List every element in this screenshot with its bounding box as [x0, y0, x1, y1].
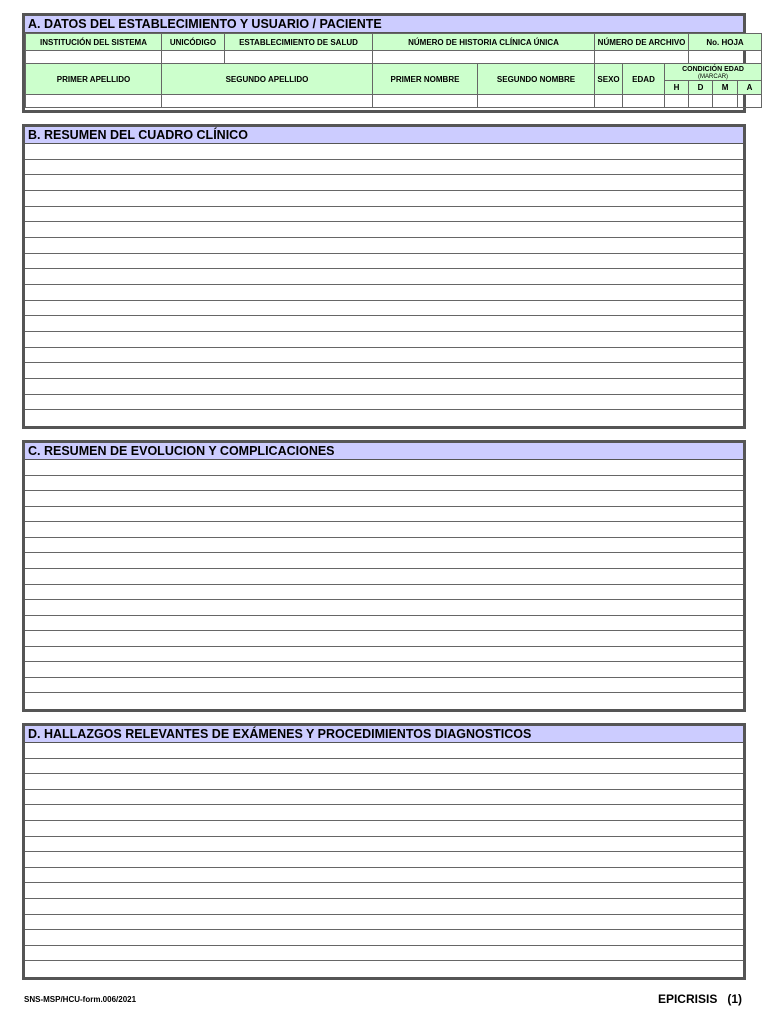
writing-line[interactable]	[25, 961, 743, 977]
writing-line[interactable]	[25, 379, 743, 395]
header-institucion: INSTITUCIÓN DEL SISTEMA	[26, 34, 162, 51]
condicion-edad-title: CONDICIÓN EDAD	[682, 66, 744, 73]
section-d-lines[interactable]	[25, 743, 743, 977]
writing-line[interactable]	[25, 743, 743, 759]
form-name: EPICRISIS (1)	[657, 992, 742, 1006]
field-edad[interactable]	[623, 95, 665, 108]
writing-line[interactable]	[25, 269, 743, 285]
writing-line[interactable]	[25, 852, 743, 868]
section-a-patient-data	[22, 13, 753, 113]
writing-line[interactable]	[25, 476, 743, 492]
writing-line[interactable]	[25, 946, 743, 962]
writing-line[interactable]	[25, 363, 743, 379]
field-no-hoja[interactable]	[689, 51, 762, 64]
writing-line[interactable]	[25, 631, 743, 647]
writing-line[interactable]	[25, 522, 743, 538]
field-segundo-nombre[interactable]	[478, 95, 595, 108]
writing-line[interactable]	[25, 553, 743, 569]
writing-line[interactable]	[25, 647, 743, 663]
writing-line[interactable]	[25, 805, 743, 821]
writing-line[interactable]	[25, 301, 743, 317]
field-condicion-a[interactable]	[738, 95, 762, 108]
header-primer-apellido: PRIMER APELLIDO	[26, 64, 162, 95]
field-numero-archivo[interactable]	[595, 51, 689, 64]
header-historia-clinica: NÚMERO DE HISTORIA CLÍNICA ÚNICA	[373, 34, 595, 51]
writing-line[interactable]	[25, 144, 743, 160]
writing-line[interactable]	[25, 693, 743, 709]
writing-line[interactable]	[25, 837, 743, 853]
writing-line[interactable]	[25, 915, 743, 931]
header-segundo-apellido: SEGUNDO APELLIDO	[162, 64, 373, 95]
writing-line[interactable]	[25, 207, 743, 223]
writing-line[interactable]	[25, 491, 743, 507]
field-institucion[interactable]	[26, 51, 162, 64]
writing-line[interactable]	[25, 759, 743, 775]
writing-line[interactable]	[25, 883, 743, 899]
writing-line[interactable]	[25, 348, 743, 364]
writing-line[interactable]	[25, 254, 743, 270]
writing-line[interactable]	[25, 160, 743, 176]
writing-line[interactable]	[25, 175, 743, 191]
field-sexo[interactable]	[595, 95, 623, 108]
field-establecimiento[interactable]	[225, 51, 373, 64]
field-unicodigo[interactable]	[162, 51, 225, 64]
field-condicion-d[interactable]	[689, 95, 713, 108]
writing-line[interactable]	[25, 460, 743, 476]
field-segundo-apellido[interactable]	[162, 95, 373, 108]
writing-line[interactable]	[25, 238, 743, 254]
section-b-cuadro-clinico	[22, 124, 746, 429]
field-condicion-m[interactable]	[713, 95, 738, 108]
header-unicodigo: UNICÓDIGO	[162, 34, 225, 51]
writing-line[interactable]	[25, 790, 743, 806]
header-condicion-edad	[665, 64, 762, 81]
writing-line[interactable]	[25, 191, 743, 207]
section-c-evolucion	[22, 440, 746, 712]
condicion-option-h: H	[665, 81, 689, 95]
condicion-edad-subtitle: (MARCAR)	[698, 74, 729, 80]
section-c-title: C. RESUMEN DE EVOLUCION Y COMPLICACIONES	[25, 443, 743, 460]
writing-line[interactable]	[25, 316, 743, 332]
writing-line[interactable]	[25, 395, 743, 411]
writing-line[interactable]	[25, 662, 743, 678]
writing-line[interactable]	[25, 868, 743, 884]
section-b-lines[interactable]	[25, 144, 743, 426]
header-no-hoja: No. HOJA	[689, 34, 762, 51]
patient-data-table	[25, 33, 762, 108]
field-condicion-h[interactable]	[665, 95, 689, 108]
writing-line[interactable]	[25, 585, 743, 601]
header-segundo-nombre: SEGUNDO NOMBRE	[478, 64, 595, 95]
section-d-title: D. HALLAZGOS RELEVANTES DE EXÁMENES Y PROCEDIMIENTOS DIAGNOSTICOS	[25, 726, 743, 743]
condicion-option-d: D	[689, 81, 713, 95]
writing-line[interactable]	[25, 410, 743, 426]
writing-line[interactable]	[25, 678, 743, 694]
field-primer-nombre[interactable]	[373, 95, 478, 108]
section-d-hallazgos	[22, 723, 746, 980]
writing-line[interactable]	[25, 821, 743, 837]
writing-line[interactable]	[25, 930, 743, 946]
writing-line[interactable]	[25, 600, 743, 616]
header-edad: EDAD	[623, 64, 665, 95]
header-numero-archivo: NÚMERO DE ARCHIVO	[595, 34, 689, 51]
writing-line[interactable]	[25, 332, 743, 348]
section-c-lines[interactable]	[25, 460, 743, 709]
condicion-option-a: A	[738, 81, 762, 95]
writing-line[interactable]	[25, 285, 743, 301]
section-a-title: A. DATOS DEL ESTABLECIMIENTO Y USUARIO / PACIENTE	[25, 16, 743, 33]
header-establecimiento: ESTABLECIMIENTO DE SALUD	[225, 34, 373, 51]
writing-line[interactable]	[25, 507, 743, 523]
condicion-option-m: M	[713, 81, 738, 95]
header-sexo: SEXO	[595, 64, 623, 95]
section-b-title: B. RESUMEN DEL CUADRO CLÍNICO	[25, 127, 743, 144]
writing-line[interactable]	[25, 616, 743, 632]
field-historia-clinica[interactable]	[373, 51, 595, 64]
field-primer-apellido[interactable]	[26, 95, 162, 108]
writing-line[interactable]	[25, 538, 743, 554]
header-primer-nombre: PRIMER NOMBRE	[373, 64, 478, 95]
writing-line[interactable]	[25, 774, 743, 790]
writing-line[interactable]	[25, 222, 743, 238]
writing-line[interactable]	[25, 569, 743, 585]
writing-line[interactable]	[25, 899, 743, 915]
form-code: SNS-MSP/HCU-form.006/2021	[24, 995, 137, 1004]
